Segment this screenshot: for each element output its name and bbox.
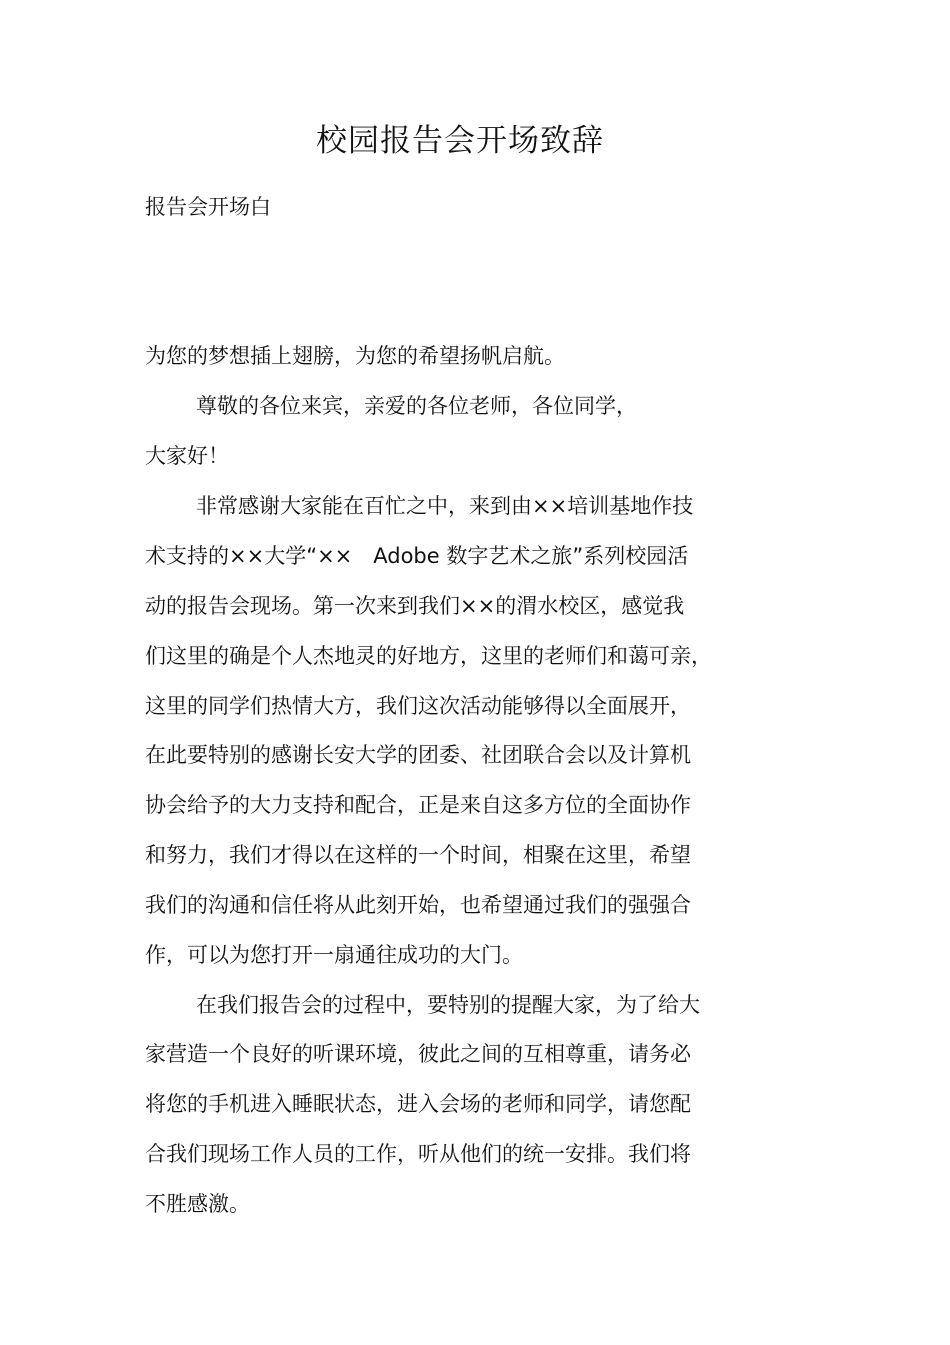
body-line: 我们的沟通和信任将从此刻开始，也希望通过我们的强强合	[145, 893, 691, 917]
body-line: 尊敬的各位来宾，亲爱的各位老师，各位同学，	[196, 394, 637, 418]
body-line: 非常感谢大家能在百忙之中，来到由××培训基地作技	[196, 494, 694, 518]
document-title: 校园报告会开场致辞	[316, 123, 604, 159]
body-line: 家营造一个良好的听课环境，彼此之间的互相尊重，请务必	[145, 1042, 691, 1066]
body-line: 和努力，我们才得以在这样的一个时间，相聚在这里，希望	[145, 843, 691, 867]
body-line: 合我们现场工作人员的工作，听从他们的统一安排。我们将	[145, 1142, 691, 1166]
body-line: 动的报告会现场。第一次来到我们××的渭水校区，感觉我	[145, 594, 685, 618]
body-line: 在我们报告会的过程中，要特别的提醒大家，为了给大	[196, 993, 700, 1017]
body-line: 们这里的确是个人杰地灵的好地方，这里的老师们和蔼可亲，	[145, 644, 712, 668]
body-line: 在此要特别的感谢长安大学的团委、社团联合会以及计算机	[145, 743, 691, 767]
body-line: 将您的手机进入睡眠状态，进入会场的老师和同学，请您配	[145, 1092, 691, 1116]
body-line: 协会给予的大力支持和配合，正是来自这多方位的全面协作	[145, 793, 691, 817]
body-line: 不胜感激。	[145, 1192, 250, 1216]
body-line: 术支持的××大学“×× Adobe 数字艺术之旅”系列校园活	[145, 544, 689, 568]
body-line: 为您的梦想插上翅膀，为您的希望扬帆启航。	[145, 344, 565, 368]
body-line: 这里的同学们热情大方，我们这次活动能够得以全面展开，	[145, 694, 691, 718]
document-subtitle: 报告会开场白	[145, 195, 271, 219]
body-line: 大家好！	[145, 444, 229, 468]
body-line: 作，可以为您打开一扇通往成功的大门。	[145, 943, 523, 967]
